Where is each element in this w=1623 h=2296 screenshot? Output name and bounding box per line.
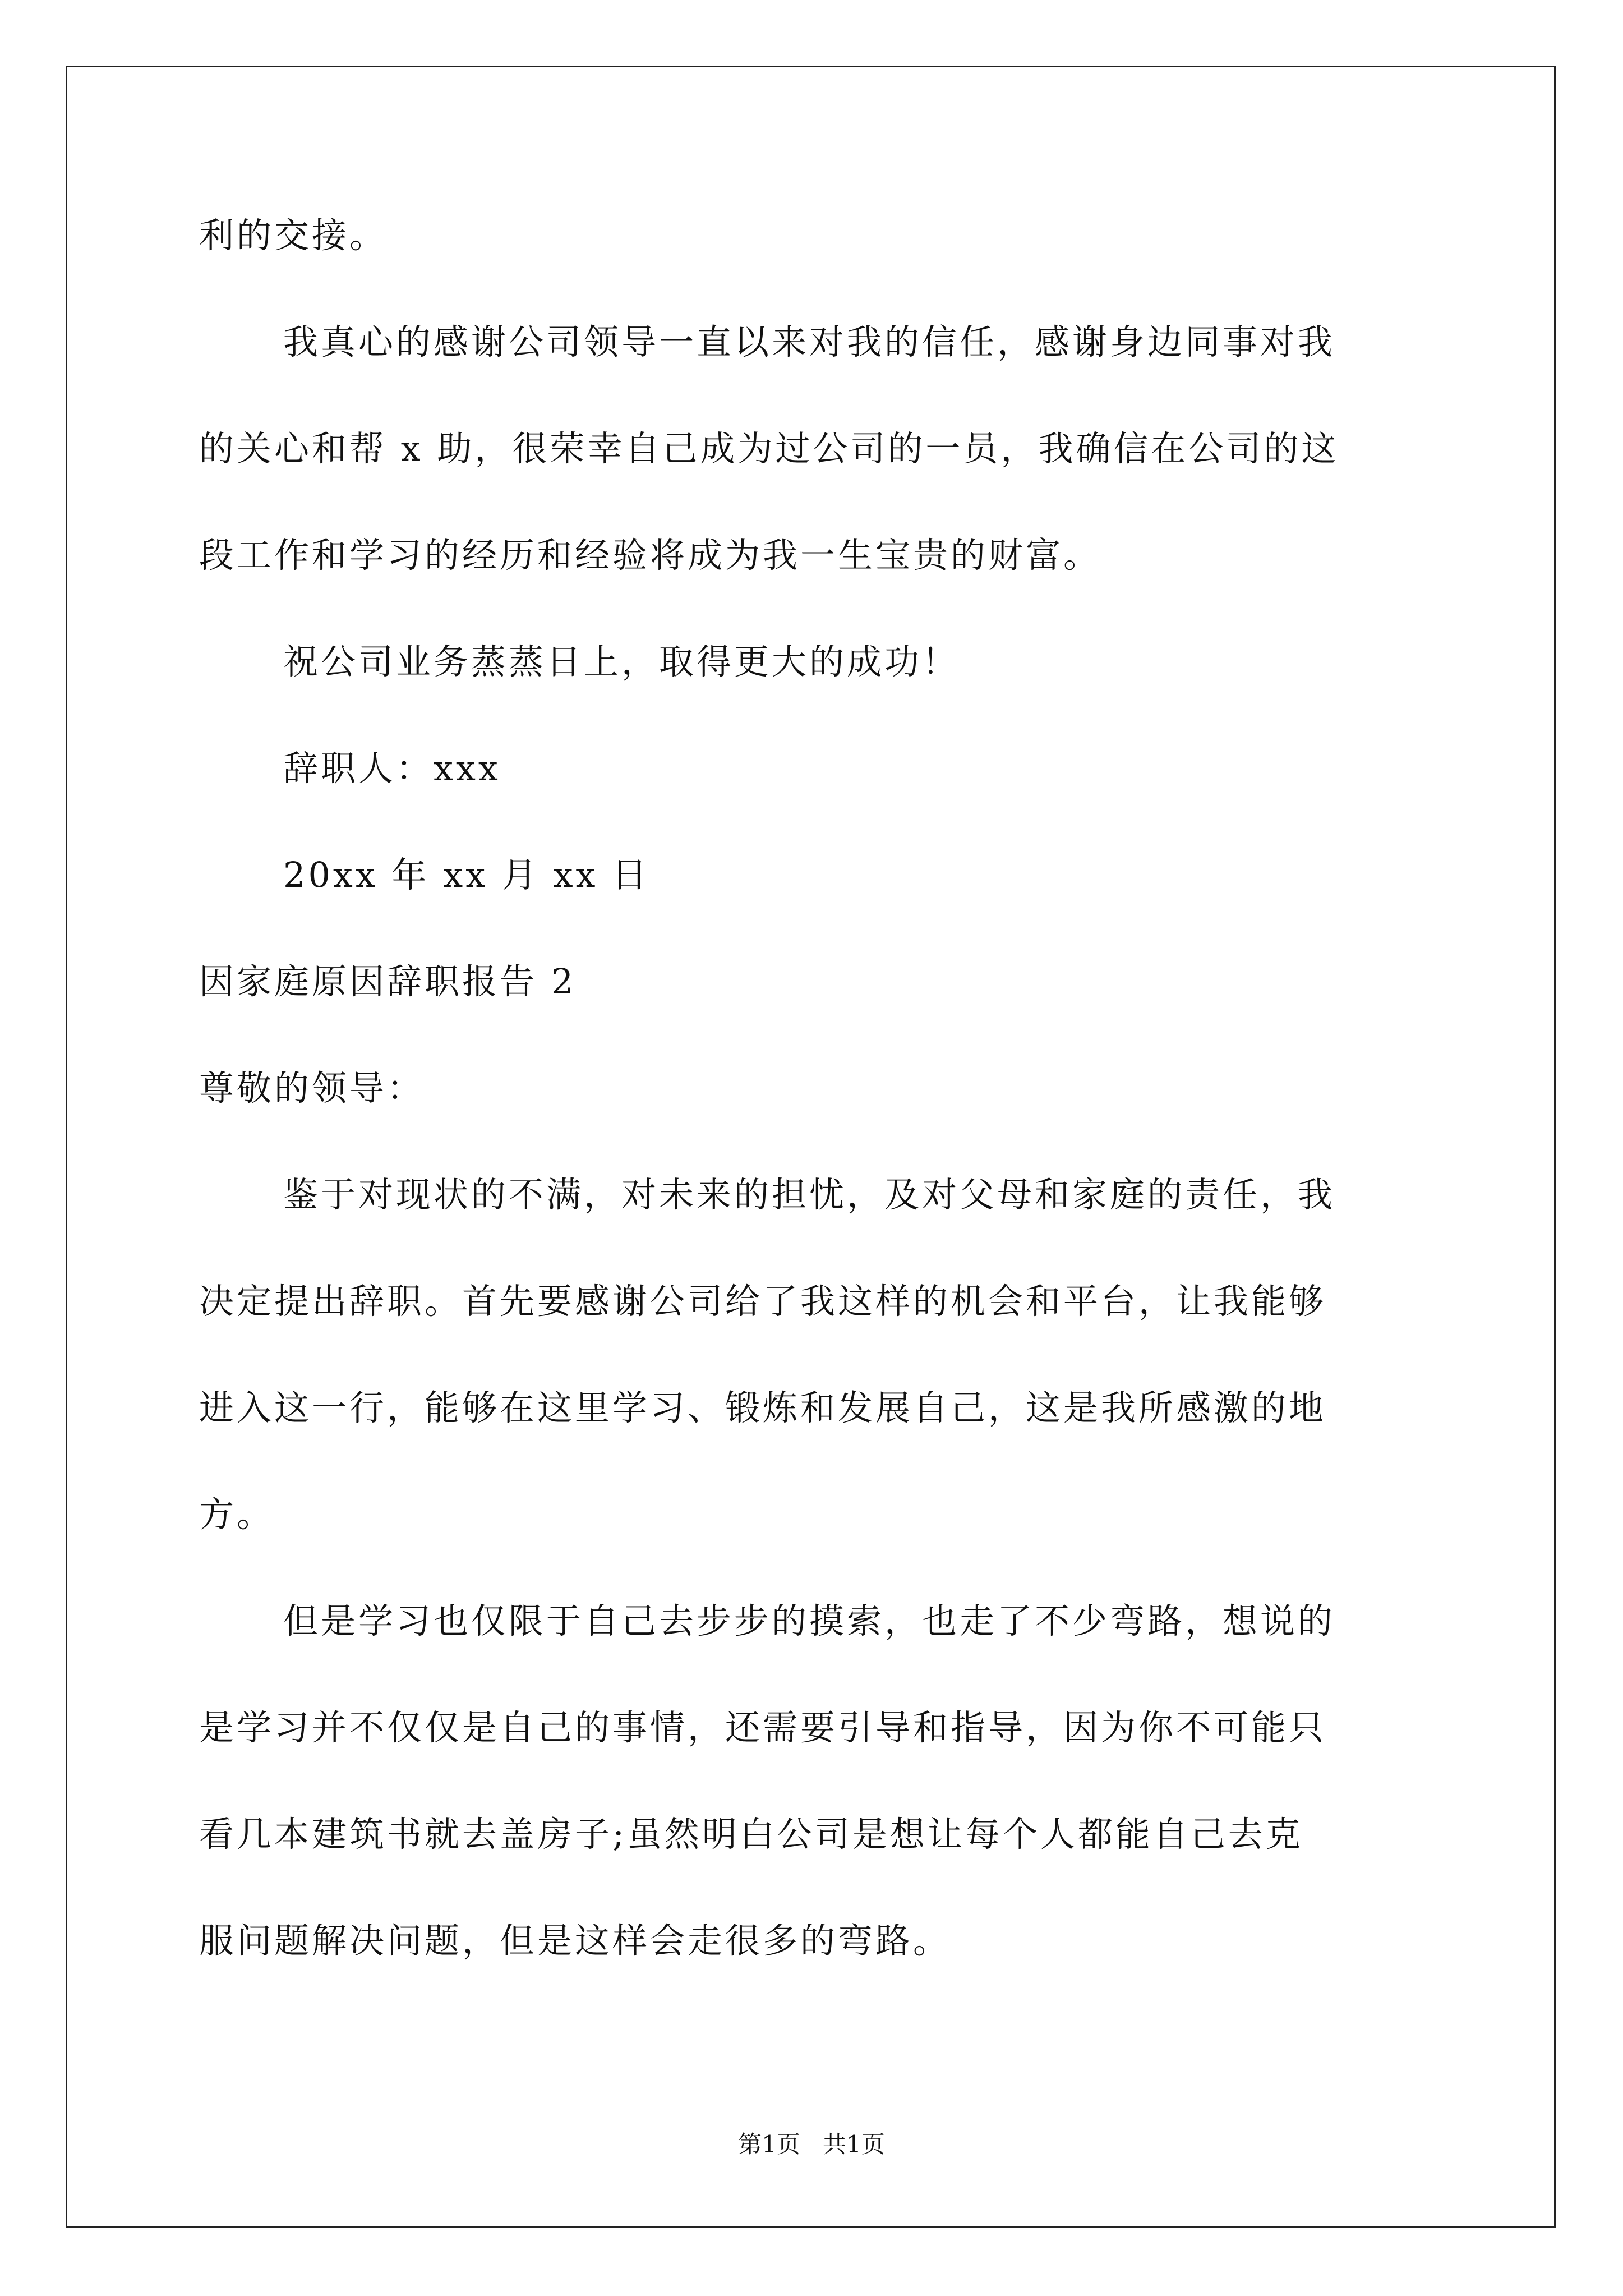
text-line: 段工作和学习的经历和经验将成为我一生宝贵的财富。 bbox=[199, 535, 1101, 576]
text-line: 进入这一行，能够在这里学习、锻炼和发展自己，这是我所感激的地 bbox=[199, 1387, 1327, 1428]
text-line: 但是学习也仅限于自己去步步的摸索，也走了不少弯路，想说的 bbox=[283, 1600, 1336, 1641]
date-line: 20xx 年 xx 月 xx 日 bbox=[283, 854, 650, 895]
text-line: 利的交接。 bbox=[199, 215, 388, 256]
page-footer: 第1页 共1页 bbox=[738, 2131, 885, 2158]
text-line: 鉴于对现状的不满，对未来的担忧，及对父母和家庭的责任，我 bbox=[283, 1174, 1336, 1215]
text-line: 方。 bbox=[199, 1494, 275, 1535]
text-line: 祝公司业务蒸蒸日上，取得更大的成功！ bbox=[283, 641, 960, 682]
signature-line: 辞职人：xxx bbox=[283, 748, 501, 789]
text-line: 看几本建筑书就去盖房子;虽然明白公司是想让每个人都能自己去克 bbox=[199, 1814, 1303, 1855]
salutation: 尊敬的领导： bbox=[199, 1068, 425, 1108]
text-line: 是学习并不仅仅是自己的事情，还需要引导和指导，因为你不可能只 bbox=[199, 1707, 1327, 1748]
text-line: 决定提出辞职。首先要感谢公司给了我这样的机会和平台，让我能够 bbox=[199, 1281, 1327, 1322]
text-line: 我真心的感谢公司领导一直以来对我的信任，感谢身边同事对我 bbox=[283, 321, 1336, 362]
text-line: 服问题解决问题，但是这样会走很多的弯路。 bbox=[199, 1920, 951, 1961]
page-frame bbox=[66, 66, 1556, 2228]
text-line: 的关心和帮 x 助，很荣幸自己成为过公司的一员，我确信在公司的这 bbox=[199, 428, 1339, 469]
section-title: 因家庭原因辞职报告 2 bbox=[199, 961, 577, 1002]
